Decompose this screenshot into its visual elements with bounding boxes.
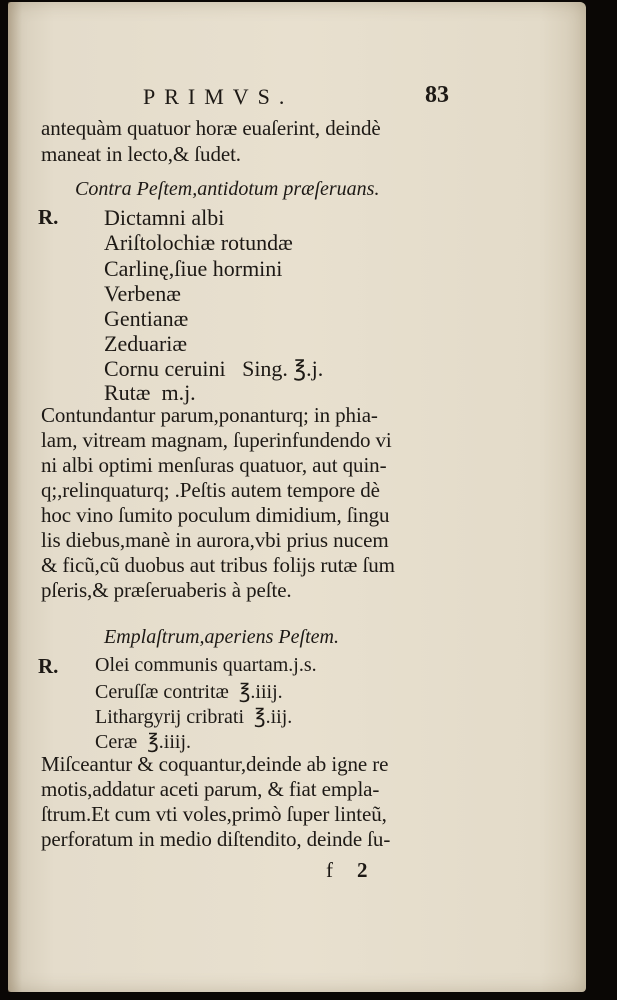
ingredient: Ceræ ℥.iiij.	[95, 731, 191, 753]
recipe-heading: Contra Peſtem,antidotum præſeruans.	[75, 178, 380, 200]
recipe-symbol: R.	[38, 654, 59, 678]
body-line: pſeris,& præſeruaberis à peſte.	[41, 578, 292, 602]
book-page	[8, 2, 586, 992]
intro-line: maneat in lecto,& ſudet.	[41, 142, 241, 166]
ingredient: Carlinę,ſiue hormini	[104, 256, 283, 281]
body-line: & ficũ,cũ duobus aut tribus folijs rutæ ſum	[41, 553, 395, 577]
body-line: hoc vino ſumito poculum dimidium, ſingu	[41, 503, 390, 527]
ingredient: Rutæ m.j.	[104, 380, 196, 405]
body-line: lis diebus,manè in aurora,vbi prius nucem	[41, 528, 389, 552]
ingredient: Verbenæ	[104, 281, 181, 306]
body-line: Contundantur parum,ponanturq; in phia-	[41, 403, 378, 427]
ingredient: Ceruſſæ contritæ ℥.iiij.	[95, 681, 283, 703]
ingredient: Olei communis quartam.j.s.	[95, 654, 317, 676]
ingredient: Ariſtolochiæ rotundæ	[104, 230, 293, 255]
ingredient: Gentianæ	[104, 306, 189, 331]
page-number: 83	[425, 82, 449, 108]
running-head: PRIMVS.	[143, 84, 294, 109]
recipe-heading: Emplaſtrum,aperiens Peſtem.	[104, 626, 339, 648]
intro-line: antequàm quatuor horæ euaſerint, deindè	[41, 116, 381, 140]
ingredient: Dictamni albi	[104, 205, 225, 230]
body-line: perforatum in medio diſtendito, deinde ſu-	[41, 827, 391, 851]
recipe-symbol: R.	[38, 205, 59, 229]
body-line: lam, vitream magnam, ſuperinfundendo vi	[41, 428, 392, 452]
ingredient: Cornu ceruini Sing. ℥.j.	[104, 356, 324, 381]
body-line: q;,relinquaturq; .Peſtis autem tempore dè	[41, 478, 380, 502]
signature-number: 2	[357, 858, 368, 882]
ingredient: Lithargyrij cribrati ℥.iij.	[95, 706, 293, 728]
body-line: ſtrum.Et cum vti voles,primò ſuper linteũ,	[41, 802, 387, 826]
body-line: ni albi optimi menſuras quatuor, aut quin-	[41, 453, 387, 477]
ingredient: Zeduariæ	[104, 331, 188, 356]
body-line: Miſceantur & coquantur,deinde ab igne re	[41, 752, 389, 776]
body-line: motis,addatur aceti parum, & fiat empla-	[41, 777, 380, 801]
signature-mark: f	[326, 858, 333, 882]
